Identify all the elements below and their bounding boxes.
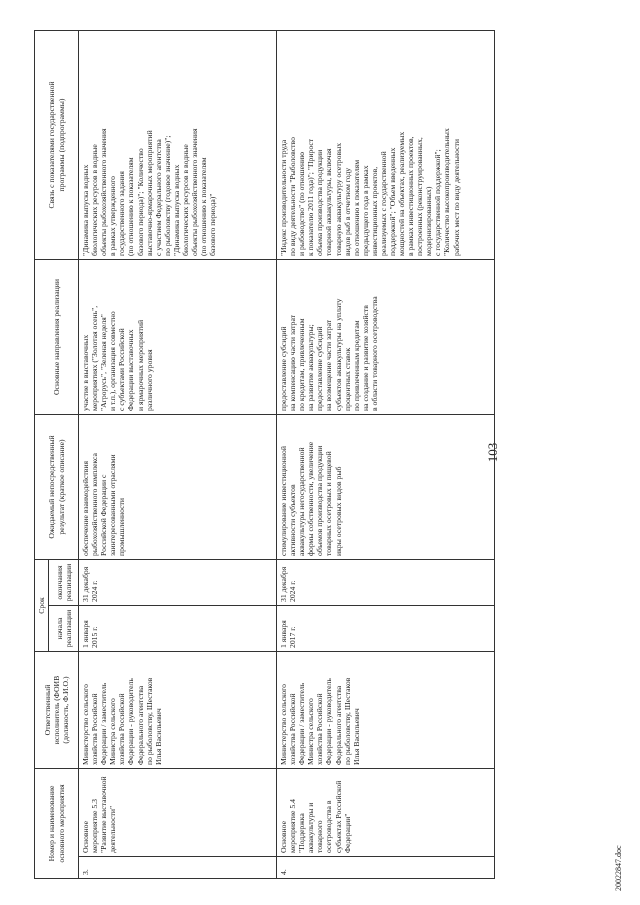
start-date: 1 января 2017 г.	[277, 606, 495, 652]
implementation-directions: участие в выставочных мероприятиях ("Золотая осень", "Агрорусь", "Зеленая неделя" и т.п.), организация совместно с субъектами Российской Федерации выставочных и ярмарочных мероприятий различного уровня	[79, 260, 277, 415]
measure-name: Основное мероприятие 5.3 "Развитие выставочной деятельности"	[79, 769, 277, 857]
expected-result: обеспечение взаимодействия рыбохозяйственного комплекса Российской Федерации с заинтересованными отраслями промышленности	[79, 415, 277, 560]
row-number: 4.	[277, 857, 495, 879]
header-name: Номер и наименование основного мероприятия	[35, 769, 79, 879]
header-result: Ожидаемый непосредственный результат (краткое описание)	[35, 415, 79, 560]
start-date: 1 января 2015 г.	[79, 606, 277, 652]
measure-name: Основное мероприятие 5.4 "Поддержка аквакультуры и товарного осетроводства в субъектах Российской Федерации"	[277, 769, 495, 857]
row-number: 3.	[79, 857, 277, 879]
program-indicator-link: "Динамика выпуска водных биологических ресурсов в водные объекты рыбохозяйственного значения в рамках утвержденного государственного задания (по отношению к показателям базового периода)"; "Количество выставочно-ярмарочных мероприятий с участием Федерального агентства по рыболовству (годовое значение)"; "Динамика выпуска водных биологических ресурсов в водные объекты рыбохозяйственного значения (по отношению к показателям базового периода)"	[79, 31, 277, 260]
table-row	[79, 31, 277, 879]
header-directions: Основные направления реализации	[35, 260, 79, 415]
document-id: 20022847.doc	[614, 845, 623, 891]
header-link: Связь с показателями государственной программы (подпрограммы)	[35, 31, 79, 260]
program-indicator-link: "Индекс производительности труда по виду деятельности "Рыболовство и рыбоводство" (по отношению к показателю 2011 года)"; "Прирост объема производства продукции товарной аквакультуры, включая товарную аквакультуру осетровых видов рыб в отчетном году по отношению к показателям предыдущего года в рамках инвестиционных проектов, реализуемых с государственной поддержкой"; "Объем введенных мощностей на объектах, реализуемых в рамках инвестиционных проектов, построенных (реконструированных, модернизированных) с государственной поддержкой"; "Количество высокопроизводительных рабочих мест по виду деятельности	[277, 31, 495, 260]
measures-table	[34, 30, 495, 879]
responsible-executor: Министерство сельского хозяйства Российской Федерации / заместитель Министра сельского хозяйства Российской Федерации - руководитель Федерального агентства по рыболовству, Шестаков Илья Васильевич	[79, 652, 277, 769]
table-row	[277, 31, 495, 879]
header-term: Срок	[35, 560, 49, 652]
implementation-directions: предоставление субсидий на компенсацию части затрат по кредитам, привлеченным на развитие аквакультуры; предоставление субсидий на возмещение части затрат субъектов аквакультуры на уплату процентных ставок по привлеченным кредитам на создание и развитие хозяйств в области товарного осетроводства	[277, 260, 495, 415]
header-responsible: Ответственный исполнитель (ФОИВ (должность, Ф.И.О.)	[35, 652, 79, 769]
end-date: 31 декабря 2024 г.	[79, 560, 277, 606]
header-end: окончания реализации	[49, 560, 79, 606]
end-date: 31 декабря 2024 г.	[277, 560, 495, 606]
responsible-executor: Министерство сельского хозяйства Российской Федерации / заместитель Министра сельского хозяйства Российской Федерации - руководитель Федерального агентства по рыболовству, Шестаков Илья Васильевич	[277, 652, 495, 769]
expected-result: стимулирование инвестиционной активности субъектов аквакультуры негосударственной формы собственности, увеличение объемов производства продукции товарных осетровых и пищевой икры осетровых видов рыб	[277, 415, 495, 560]
header-start: начала реализации	[49, 606, 79, 652]
page-number: 103	[485, 442, 500, 463]
